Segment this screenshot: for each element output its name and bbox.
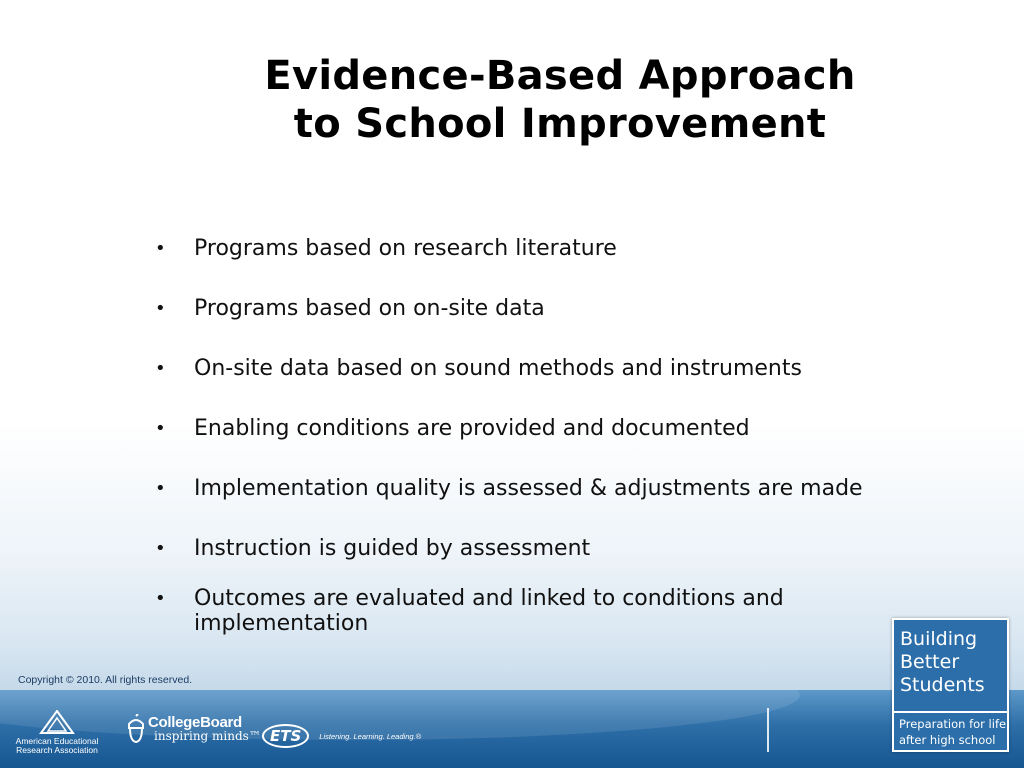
- aera-name-line-1: American Educational: [15, 736, 99, 746]
- collegeboard-tagline: inspiring minds™: [154, 729, 261, 743]
- bullet-text: Programs based on research literature: [194, 236, 617, 261]
- badge-title: [900, 628, 1008, 697]
- collegeboard-logo: [126, 714, 261, 743]
- bullet-dot: •: [155, 298, 166, 319]
- bullet-item: [155, 346, 915, 392]
- badge-title-line-2: Better: [900, 651, 960, 673]
- badge-subtitle-line-1: Preparation for life: [899, 717, 1007, 731]
- footer-band: [0, 690, 1024, 768]
- aera-logo: [12, 710, 102, 755]
- bullet-dot: •: [155, 478, 166, 499]
- bullet-dot: •: [155, 418, 166, 439]
- bullet-text: Outcomes are evaluated and linked to conditions and implementation: [194, 586, 784, 636]
- badge-title-line-3: Students: [900, 674, 985, 696]
- bullet-dot: •: [155, 588, 166, 609]
- bullet-item: [155, 586, 894, 636]
- badge-subtitle-line-2: after high school: [899, 733, 996, 747]
- acorn-icon: [126, 714, 146, 744]
- bullet-item: [155, 526, 915, 572]
- bullet-dot: •: [155, 538, 166, 559]
- bullet-item: [155, 286, 915, 332]
- badge-divider: [894, 711, 1007, 713]
- ets-tagline: Listening. Learning. Leading.®: [319, 731, 422, 741]
- bullet-list: [155, 226, 915, 636]
- bullet-text: On-site data based on sound methods and instruments: [194, 356, 802, 381]
- bullet-text: Instruction is guided by assessment: [194, 536, 591, 561]
- copyright-notice: Copyright © 2010. All rights reserved.: [18, 674, 193, 686]
- badge-title-line-1: Building: [900, 628, 978, 650]
- bullet-dot: •: [155, 238, 166, 259]
- bullet-text: Programs based on on-site data: [194, 296, 545, 321]
- building-better-students-badge: [892, 618, 1009, 752]
- ets-logo: [262, 724, 421, 748]
- collegeboard-name: CollegeBoard: [148, 714, 242, 731]
- bullet-text: Implementation quality is assessed & adjustments are made: [194, 476, 863, 501]
- bullet-text: Enabling conditions are provided and documented: [194, 416, 750, 441]
- ets-mark: ETS: [262, 724, 309, 748]
- footer-divider: [767, 708, 769, 752]
- title-line-1: Evidence-Based Approach: [264, 53, 856, 99]
- aera-triangle-icon: [39, 710, 75, 734]
- bullet-item: [155, 406, 915, 452]
- slide-title: [200, 52, 920, 148]
- title-line-2: to School Improvement: [293, 101, 827, 147]
- bullet-item: [155, 226, 915, 272]
- aera-name-line-2: Research Association: [16, 745, 98, 755]
- badge-subtitle: [899, 716, 1009, 748]
- bullet-item: [155, 466, 894, 512]
- bullet-dot: •: [155, 358, 166, 379]
